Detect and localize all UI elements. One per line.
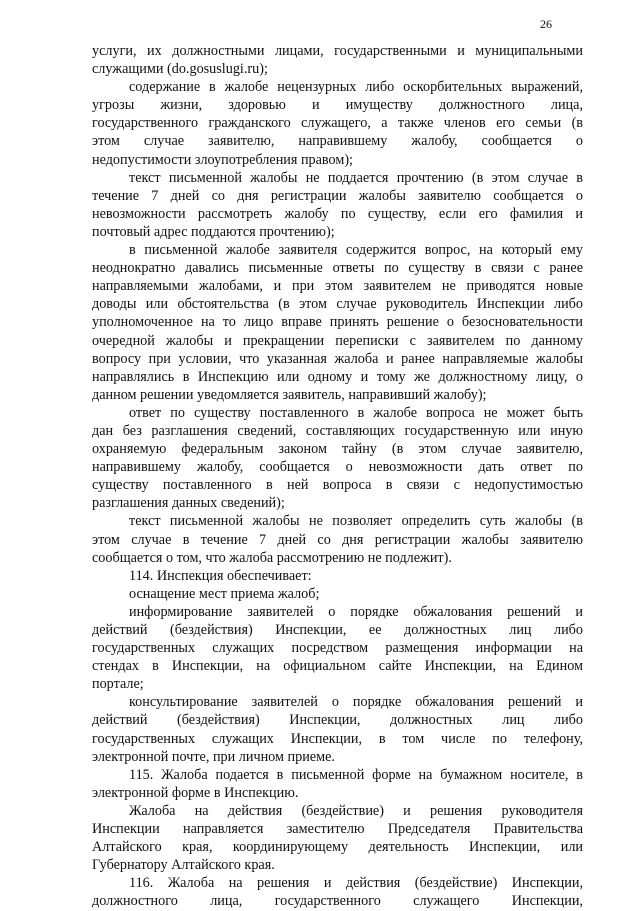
text-line: Губернатору Алтайского края. — [92, 857, 275, 874]
text-line: ответ по существу поставленного в жалобе вопроса не может быть — [129, 404, 583, 421]
text-line: вопросу при условии, что указанная жалоба и ранее направляемые жалобы — [92, 350, 583, 367]
text-line: электронной форме в Инспекцию. — [92, 784, 299, 801]
text-line: содержание в жалобе нецензурных либо оскорбительных выражений, — [129, 79, 583, 96]
text-line: консультирование заявителей о порядке обжалования решений и — [129, 694, 583, 711]
text-line: дан без разглашения сведений, составляющих государственную или иную — [92, 422, 583, 439]
text-line: государственных служащих посредством размещения информации на — [92, 640, 583, 657]
text-line: электронной почте, при личном приеме. — [92, 748, 335, 765]
document-body — [92, 42, 583, 911]
text-line: течение 7 дней со дня регистрации жалобы заявителю сообщается о — [92, 187, 583, 204]
text-line: 116. Жалоба на решения и действия (бездействие) Инспекции, — [129, 875, 583, 892]
text-line: направлялись в Инспекцию или одному и тому же должностному лицу, о — [92, 368, 583, 385]
text-line: услуги, их должностными лицами, государственными и муниципальными — [92, 43, 583, 59]
text-line: текст письменной жалобы не позволяет определить суть жалобы (в — [129, 513, 583, 530]
text-line: Алтайского края, координирующему деятельность Инспекции, или — [92, 839, 583, 856]
text-line: действий (бездействия) Инспекции, должностных лиц либо — [92, 712, 583, 729]
text-line: оснащение мест приема жалоб; — [129, 585, 320, 602]
text-line: сообщается о том, что жалоба рассмотрению не подлежит). — [92, 549, 452, 566]
text-line: стендах в Инспекции, на официальном сайте Инспекции, на Едином — [92, 658, 583, 675]
text-line: данном решении уведомляется заявитель, направивший жалобу); — [92, 386, 487, 403]
text-line: направляемыми жалобами, и при этом заявителем не приводятся новые — [92, 278, 583, 295]
text-line: служащими (do.gosuslugi.ru); — [92, 61, 268, 78]
text-line: невозможности рассмотреть жалобу по существу, если его фамилия и — [92, 205, 583, 222]
text-line: направившему жалобу, сообщается о невозможности дать ответ по — [92, 459, 583, 476]
text-line: в письменной жалобе заявителя содержится вопрос, на который ему — [129, 242, 583, 259]
text-line: доводы или обстоятельства (в этом случае руководитель Инспекции либо — [92, 296, 583, 313]
text-line: разглашения данных сведений); — [92, 495, 285, 512]
text-line: охраняемую федеральным законом тайну (в этом случае заявителю, — [92, 441, 583, 458]
text-line: государственного гражданского служащего, а также членов его семьи (в — [92, 115, 583, 132]
text-line: угрозы жизни, здоровью и имуществу должностного лица, — [92, 97, 583, 114]
page-number: 26 — [540, 17, 552, 31]
text-line: уполномоченное на то лицо вправе принять решение о безосновательности — [92, 314, 583, 331]
text-line: этом случае в течение 7 дней со дня регистрации жалобы заявителю — [92, 531, 583, 548]
text-line: этом случае заявителю, направившему жалобу, сообщается о — [92, 133, 583, 150]
text-line: 114. Инспекция обеспечивает: — [129, 567, 312, 584]
text-line: недопустимости злоупотребления правом); — [92, 151, 353, 168]
text-line: государственных служащих Инспекции, в том числе по телефону, — [92, 730, 583, 747]
text-line: должностного лица, государственного служащего Инспекции, — [92, 893, 583, 910]
text-line: текст письменной жалобы не поддается прочтению (в этом случае в — [129, 169, 583, 186]
text-line: существу поставленного в ней вопроса в связи с недопустимостью — [92, 477, 583, 494]
text-line: Жалоба на действия (бездействие) и решения руководителя — [129, 802, 583, 819]
text-line: 115. Жалоба подается в письменной форме на бумажном носителе, в — [129, 766, 583, 783]
text-line: Инспекции направляется заместителю Председателя Правительства — [92, 821, 583, 838]
text-line: портале; — [92, 676, 144, 693]
text-line: информирование заявителей о порядке обжалования решений и — [129, 603, 583, 620]
text-line: очередной жалобы и прекращении переписки с заявителем по данному — [92, 332, 583, 349]
text-line: неоднократно давались письменные ответы по существу в связи с ранее — [92, 260, 583, 277]
text-line: почтовый адрес поддаются прочтению); — [92, 223, 335, 240]
text-line: действий (бездействия) Инспекции, ее должностных лиц либо — [92, 622, 583, 638]
